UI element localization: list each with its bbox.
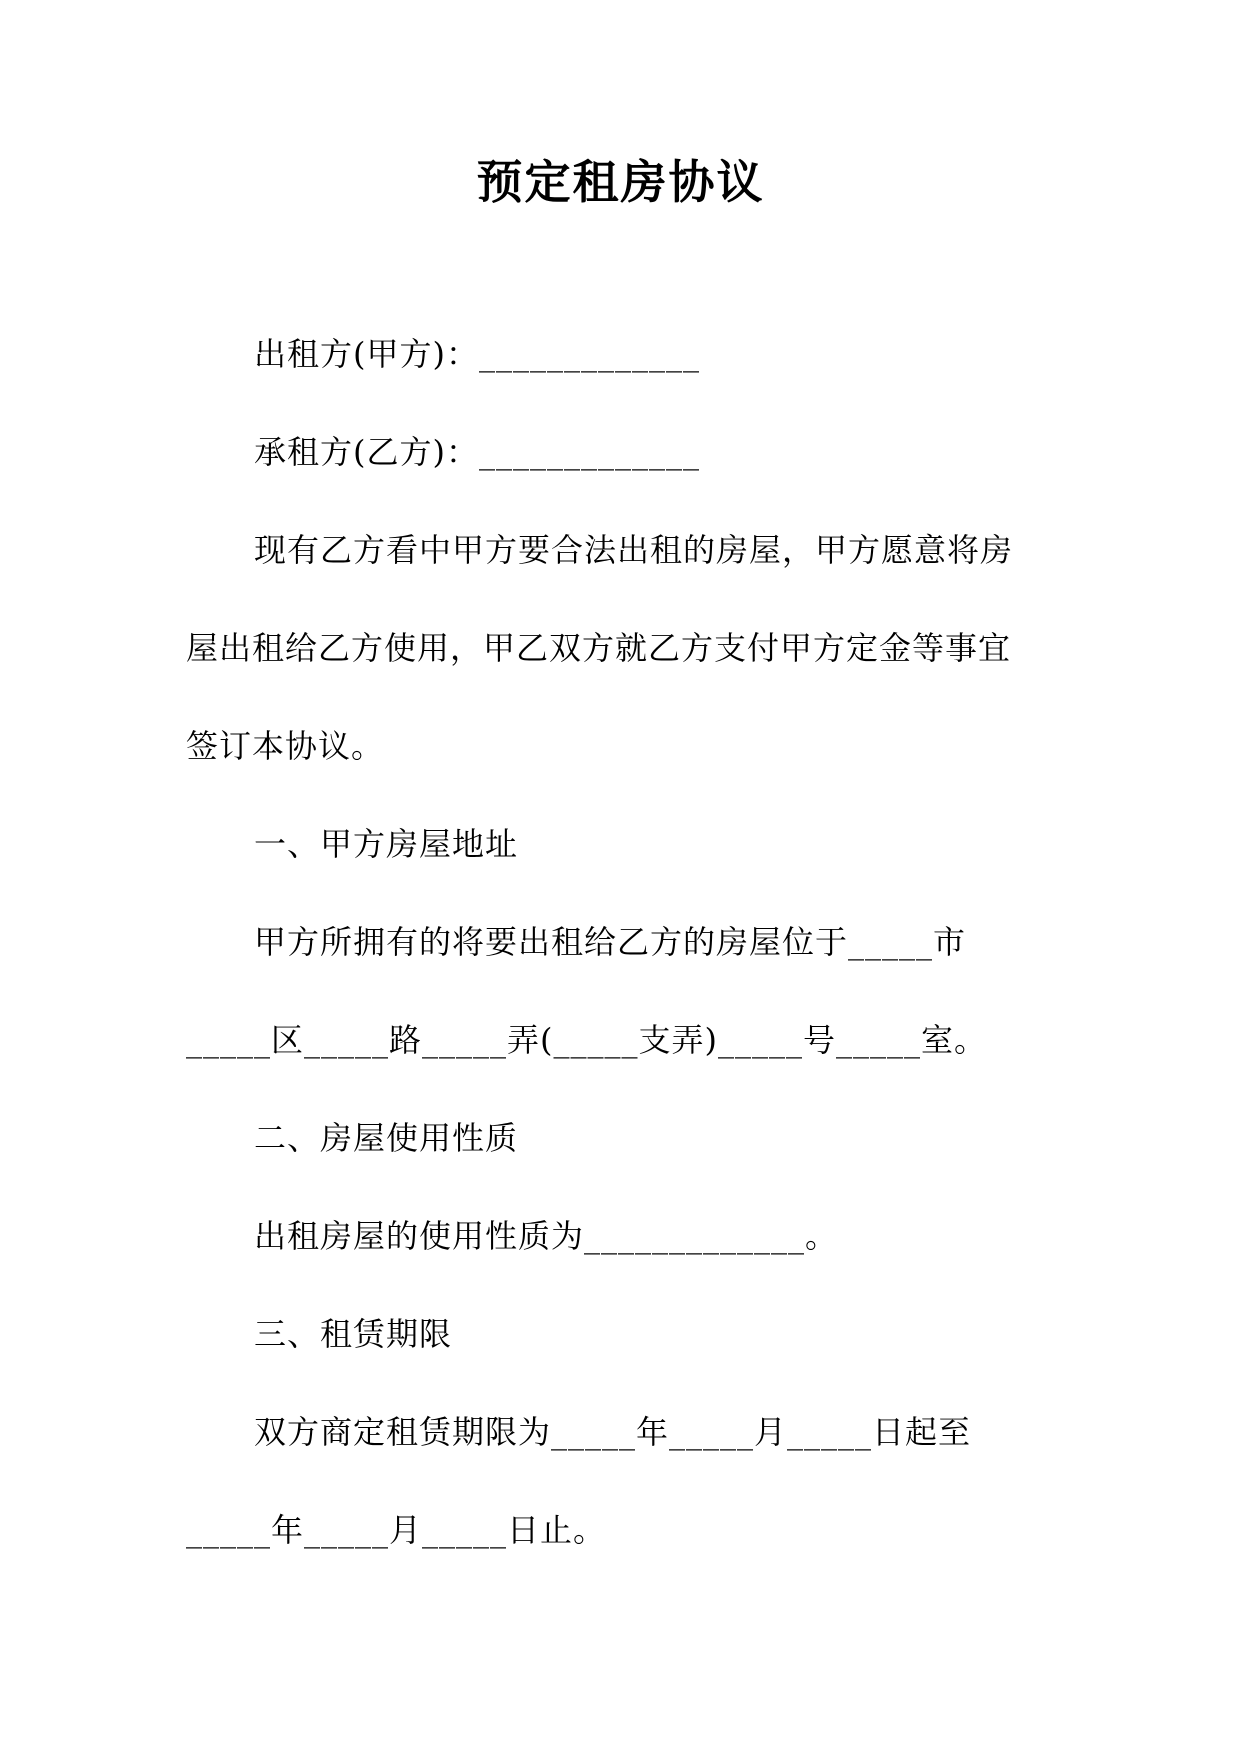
address-paragraph: 甲方所拥有的将要出租给乙方的房屋位于_____市 — [254, 923, 967, 961]
address-paragraph-continued: _____区_____路_____弄(_____支弄)_____号_____室。 — [186, 1021, 987, 1059]
lessee-line: 承租方(乙方)：_____________ — [254, 433, 700, 471]
section-heading-term: 三、租赁期限 — [254, 1315, 453, 1353]
preamble-paragraph-end: 签订本协议。 — [186, 727, 385, 765]
preamble-paragraph-continued: 屋出租给乙方使用，甲乙双方就乙方支付甲方定金等事宜 — [186, 629, 1012, 667]
usage-paragraph: 出租房屋的使用性质为_____________。 — [254, 1217, 839, 1255]
preamble-paragraph: 现有乙方看中甲方要合法出租的房屋，甲方愿意将房 — [254, 531, 1014, 569]
section-heading-address: 一、甲方房屋地址 — [254, 825, 519, 863]
lessor-line: 出租方(甲方)：_____________ — [254, 335, 700, 373]
document-title: 预定租房协议 — [476, 155, 765, 209]
document-body — [186, 305, 1046, 1579]
term-paragraph-continued: _____年_____月_____日止。 — [186, 1511, 607, 1549]
section-heading-usage: 二、房屋使用性质 — [254, 1119, 519, 1157]
term-paragraph: 双方商定租赁期限为_____年_____月_____日起至 — [254, 1413, 972, 1451]
